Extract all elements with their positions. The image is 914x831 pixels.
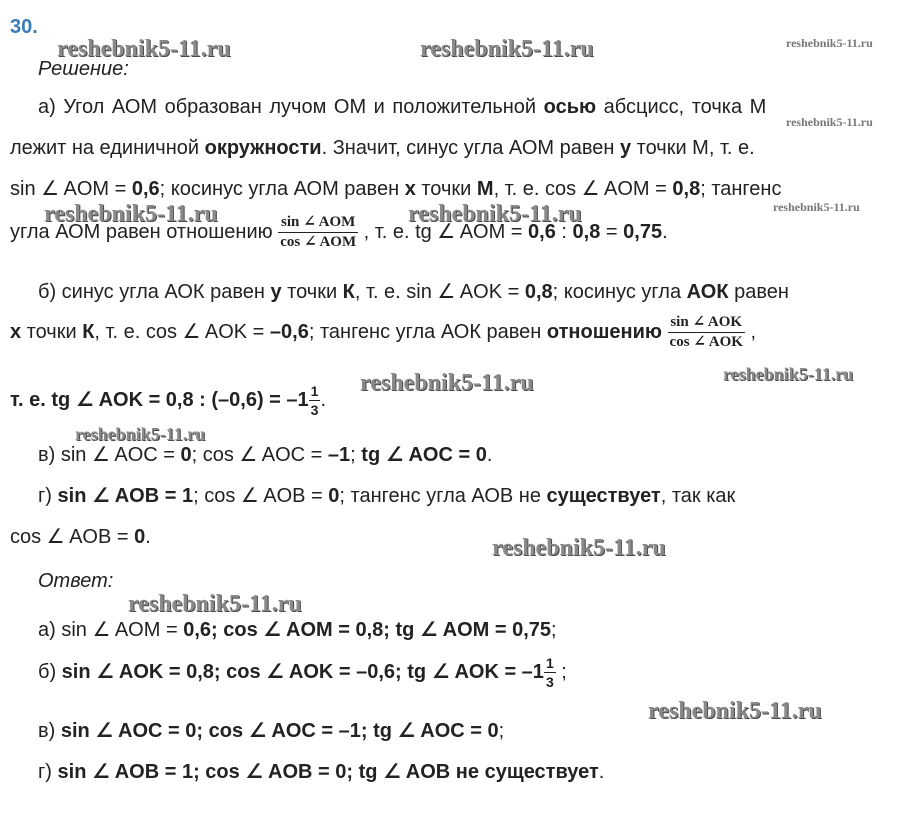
part-a-line-2: лежит на единичной окружности. Значит, синус угла АОМ равен у точки М, т. е.: [10, 137, 755, 159]
part-a-line-1: а) Угол АОМ образован лучом ОМ и положительной осью абсцисс, точка М: [38, 96, 767, 118]
answer-b: б) sin ∠ AOK = 0,8; cos ∠ AOK = –0,6; tg ∠ AOK = –1 $\frac{1}{3}$ ;: [38, 655, 567, 691]
part-c-line: в) sin ∠ AOC = 0; cos ∠ AOC = –1; tg ∠ AOC = 0.: [38, 444, 493, 466]
fraction: $\frac{1}{3}$: [545, 655, 554, 691]
answer-label: Ответ:: [38, 570, 114, 592]
part-a-line-4: угла АОМ равен отношению $\frac{\text{sin ∠ AOM}}{\text{cos ∠ AOM}}$ , т. е. tg ∠ AOM = 0,6 : 0,8 = 0,75.: [10, 214, 668, 251]
answer-a: а) sin ∠ AOM = 0,6; cos ∠ AOM = 0,8; tg ∠ AOM = 0,75;: [38, 619, 557, 641]
part-b-line-1: б) синус угла АОК равен у точки К, т. е. sin ∠ AOK = 0,8; косинус угла АОК равен: [38, 281, 789, 303]
watermark: reshebnik5-11.ru: [648, 698, 822, 724]
watermark: reshebnik5-11.ru: [420, 36, 594, 62]
watermark: reshebnik5-11.ru: [723, 364, 854, 384]
answer-d: г) sin ∠ AOB = 1; cos ∠ AOB = 0; tg ∠ AOB не существует.: [38, 761, 605, 783]
fraction: $\frac{1}{3}$: [310, 383, 319, 419]
solution-label: Решение:: [38, 58, 129, 80]
watermark: reshebnik5-11.ru: [492, 535, 666, 561]
watermark: reshebnik5-11.ru: [57, 36, 231, 62]
problem-number: 30.: [10, 16, 38, 38]
watermark: reshebnik5-11.ru: [786, 115, 873, 129]
part-b-line-3: т. е. tg ∠ AOK = 0,8 : (–0,6) = –1 $\frac{1}{3}$ .: [10, 383, 327, 419]
part-a-line-3: sin ∠ AOM = 0,6; косинус угла АОМ равен х точки М, т. е. cos ∠ AOM = 0,8; тангенс: [10, 178, 782, 200]
fraction: $\frac{\text{sin ∠ AOM}}{\text{cos ∠ AOM}}$: [280, 214, 357, 251]
watermark: reshebnik5-11.ru: [128, 591, 302, 617]
fraction: $\frac{\text{sin ∠ AOK}}{\text{cos ∠ AOK}}$: [669, 314, 743, 351]
watermark: reshebnik5-11.ru: [786, 36, 873, 50]
watermark: reshebnik5-11.ru: [773, 200, 860, 214]
answer-c: в) sin ∠ AOC = 0; cos ∠ AOC = –1; tg ∠ AOC = 0;: [38, 720, 505, 742]
watermark: reshebnik5-11.ru: [408, 201, 582, 227]
watermark: reshebnik5-11.ru: [360, 370, 534, 396]
part-d-line-1: г) sin ∠ AOB = 1; cos ∠ AOB = 0; тангенс угла АОВ не существует, так как: [38, 485, 736, 507]
watermark: reshebnik5-11.ru: [75, 424, 206, 444]
part-d-line-2: cos ∠ AOB = 0.: [10, 526, 151, 548]
watermark: reshebnik5-11.ru: [44, 201, 218, 227]
part-b-line-2: х точки К, т. е. cos ∠ AOK = –0,6; тангенс угла АОК равен отношению $\frac{\text{sin ∠ AOK}}{\text{cos ∠ AOK}}$ ,: [10, 314, 757, 351]
